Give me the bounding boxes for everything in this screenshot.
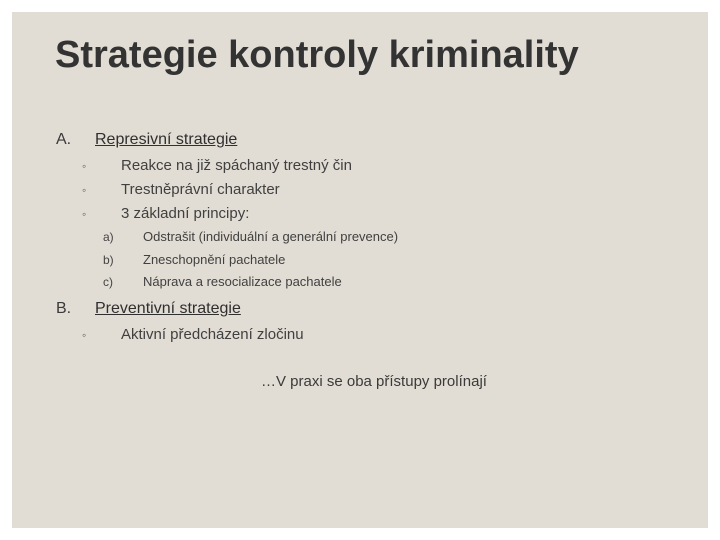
bullet-symbol: ◦ [82,328,87,342]
bullet-text: 3 základní principy: [121,205,250,222]
subitem-text: Odstrašit (individuální a generální prevence) [143,229,399,244]
section-a-heading: Represivní strategie [95,131,238,148]
subitem-text: Náprava a resocializace pachatele [143,274,342,289]
bullet-text: Reakce na již spáchaný trestný čin [121,157,352,174]
bullet-symbol: ◦ [82,183,87,197]
bullet-symbol: ◦ [82,207,87,221]
bullet-text: Trestněprávní charakter [121,181,280,198]
subitem-marker: b) [103,253,114,267]
subitem-marker: a) [103,230,114,244]
slide [12,12,708,528]
bullet-symbol: ◦ [82,159,87,173]
closing-note: …V praxi se oba přístupy prolínají [261,373,487,390]
section-b-marker: B. [56,300,72,317]
slide-title: Strategie kontroly kriminality [55,34,579,76]
bullet-text: Aktivní předcházení zločinu [121,326,304,343]
subitem-text: Zneschopnění pachatele [143,252,286,267]
section-b-heading: Preventivní strategie [95,300,241,317]
subitem-marker: c) [103,275,113,289]
section-a-marker: A. [56,131,72,148]
